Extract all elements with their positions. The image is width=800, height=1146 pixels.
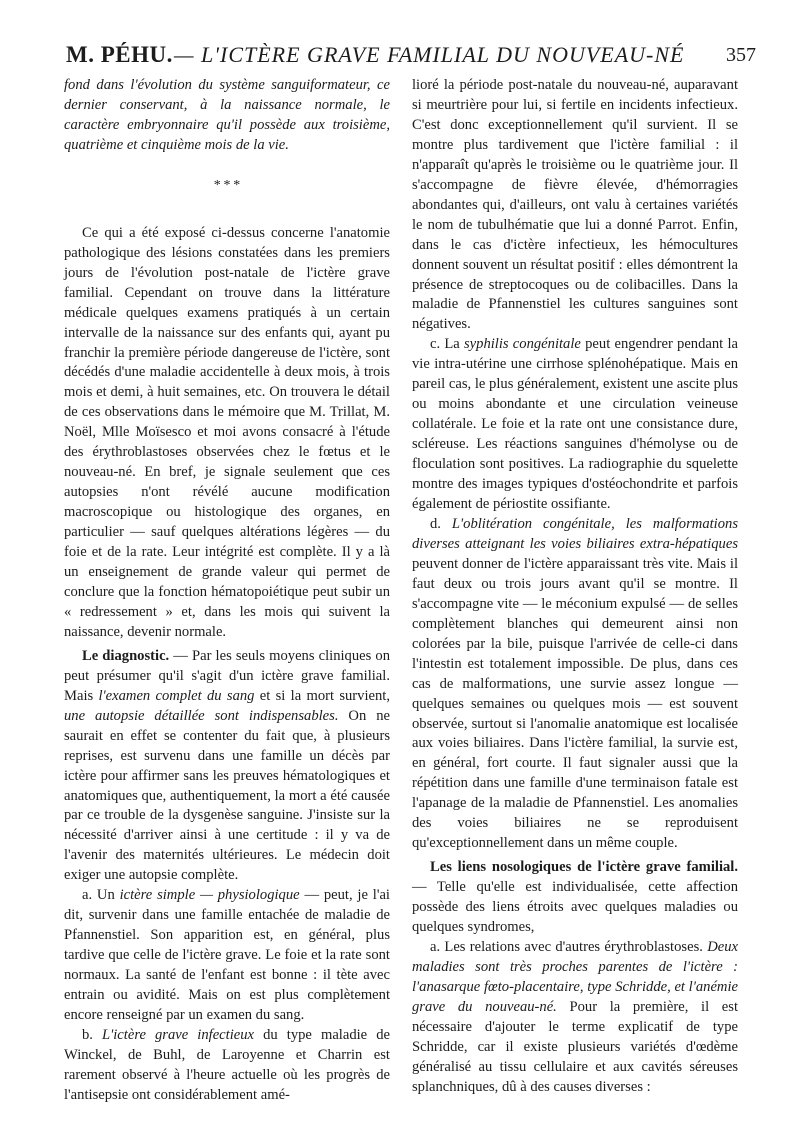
header-author: M. PÉHU. <box>66 42 173 67</box>
left-column <box>64 76 390 1106</box>
paragraph-continuation: lioré la période post-natale du nouveau-né, auparavant si meurtrière pour lui, si fertile en incidents infectieux. C'est donc exceptionnellement qu'il survient. Il se montre plus tardivement que l'ictère familial : il n'apparaît qu'après le troisième ou le quatrième jour. Il s'accompagne de fièvre élevée, d'hémorragies abondantes qui, d'ailleurs, ont valu à certaines variétés le nom de tubulhématie que lui a donné Parrot. Enfin, dans le cas d'ictère infectieux, les hémocultures donnent souvent un résultat positif : elles démontrent la présence de streptocoques ou de colibacilles. Dans la maladie de Pfannenstiel les cultures sanguines sont négatives. <box>412 77 738 333</box>
intro-paragraph: fond dans l'évolution du système sanguiformateur, ce dernier conservant, à la naissance normale, le caractère embryonnaire qu'il possède aux troisième, quatrième et cinquième mois de la vie. <box>64 77 390 153</box>
page-number: 357 <box>726 44 756 66</box>
paragraph-c-syphilis: c. La syphilis congénitale peut engendrer pendant la vie intra-utérine une cirrhose splénohépatique. Mais en pareil cas, le plus généralement, existent une ascite plus ou moins abondante et une circulation veineuse collatérale. Le foie et la rate ont une consistance dure, scléreuse. Les réactions sanguines d'hémolyse ou de floculation sont positives. La radiographie du squelette montre des images typiques d'ostéochondrite et parfois également de périostite ossifiante. <box>412 336 738 513</box>
paragraph-diagnostic: Le diagnostic. — Par les seuls moyens cliniques on peut présumer qu'il s'agit d'un ictère grave familial. Mais l'examen complet du sang et si la mort survient, une autopsie détaillée sont indispensables. On ne saurait en effet se contenter du fait que, à plusieurs reprises, est survenu dans une famille un décès par ictère pour affirmer sans les preuves hématologiques et anatomiques que, authentiquement, la mort a été causée par ce trouble de la dysgenèse sanguine. J'insiste sur la nécessité d'arriver ainsi à une certitude : il y va de l'avenir des maternités ultérieures. Le médecin doit exiger une autopsie complète. <box>64 647 390 884</box>
paragraph-b-infectious-icterus: b. L'ictère grave infectieux du type maladie de Winckel, de Buhl, de Laroyenne et Charrin est rarement observé à l'heure actuelle où les progrès de l'antisepsie ont considérablement amé- <box>64 1026 390 1103</box>
section-heading-diagnostic: Le diagnostic. <box>82 647 170 664</box>
paragraph-d-obliteration: d. L'oblitération congénitale, les malformations diverses atteignant les voies biliaires extra-hépatiques peuvent donner de l'ictère apparaissant très vite. Mais il faut deux ou trois jours avant qu'il se montre. Il s'accompagne vite — le méconium expulsé — de selles complètement blanches qui demeurent ainsi non colorées par la bile, puisque l'arrivée de celle-ci dans l'intestin est totalement impossible. De plus, dans ces cas de malformations, une survie assez longue — quelques semaines ou quelques mois — est souvent observée, surtout si l'anomalie anatomique est localisée aux voies biliaires. Dans l'ictère familial, la survie est, en général, fort courte. Il faut signaler aussi que la répétition dans une famille d'une terminaison fatale est l'apanage de la maladie de Pfannenstiel. Les anomalies des voies biliaires ne se reproduisent qu'exceptionnellement dans un même couple. <box>412 515 738 852</box>
running-header <box>66 42 756 72</box>
paragraph-anatomy: Ce qui a été exposé ci-dessus concerne l'anatomie pathologique des lésions constatées dans les premiers jours de l'évolution post-natale de l'ictère grave familial. Cependant on trouve dans la littérature médicale quelques examens pratiqués à un certain intervalle de la naissance sur des enfants qui, ayant pu franchir la première période dangereuse de l'ictère, sont décédés d'une maladie accidentelle à deux mois, à trois mois et demi, à huit semaines, etc. On trouvera le détail de ces observations dans le mémoire que M. Trillat, M. Noël, Mlle Moïsesco et moi avons consacré à l'étude des érythroblastoses observées chez le fœtus et le nouveau-né. En bref, je signale seulement que ces autopsies n'ont révélé aucune modification macroscopique ou histologique des organes, en particulier — sauf quelques altérations légères — du foie et de la rate. Leur intégrité est complète. Il y a là un enseignement de grande valeur qui permet de conclure que la fonction hématopoiétique peut subir un « redressement » et, dans les mois qui suivent la naissance, devenir normale. <box>64 224 390 640</box>
paragraph-nosology: Les liens nosologiques de l'ictère grave familial. — Telle qu'elle est individualisée, cette affection possède des liens étroits avec quelques maladies ou quelques syndromes, <box>412 859 738 936</box>
asterism: * * * <box>213 177 241 193</box>
right-column <box>412 76 738 1098</box>
paragraph-a-erythroblastoses: a. Les relations avec d'autres érythroblastoses. Deux maladies sont très proches parentes de l'ictère : l'anasarque fœto-placentaire, type Schridde, et l'anémie grave du nouveau-né. Pour la première, il est nécessaire d'ajouter le terme explicatif de type Schridde, car il existe plusieurs variétés d'œdème généralisé au tissu cellulaire et aux cavités séreuses splanchniques, dû à des causes diverses : <box>412 938 739 1095</box>
header-title: — L'ICTÈRE GRAVE FAMILIAL DU NOUVEAU-NÉ <box>174 42 685 67</box>
section-heading-nosology: Les liens nosologiques de l'ictère grave familial. <box>430 859 738 876</box>
paragraph-a-simple-icterus: a. Un ictère simple — physiologique — peut, je l'ai dit, survenir dans une famille entachée de maladie de Pfannenstiel. Son apparition est, en général, plus tardive que celle de l'ictère grave. Le foie et la rate sont normaux. La santé de l'enfant est bonne : il tète avec entrain ou avidité. Mais on est plus complètement encore renseigné par un examen du sang. <box>64 887 390 1023</box>
